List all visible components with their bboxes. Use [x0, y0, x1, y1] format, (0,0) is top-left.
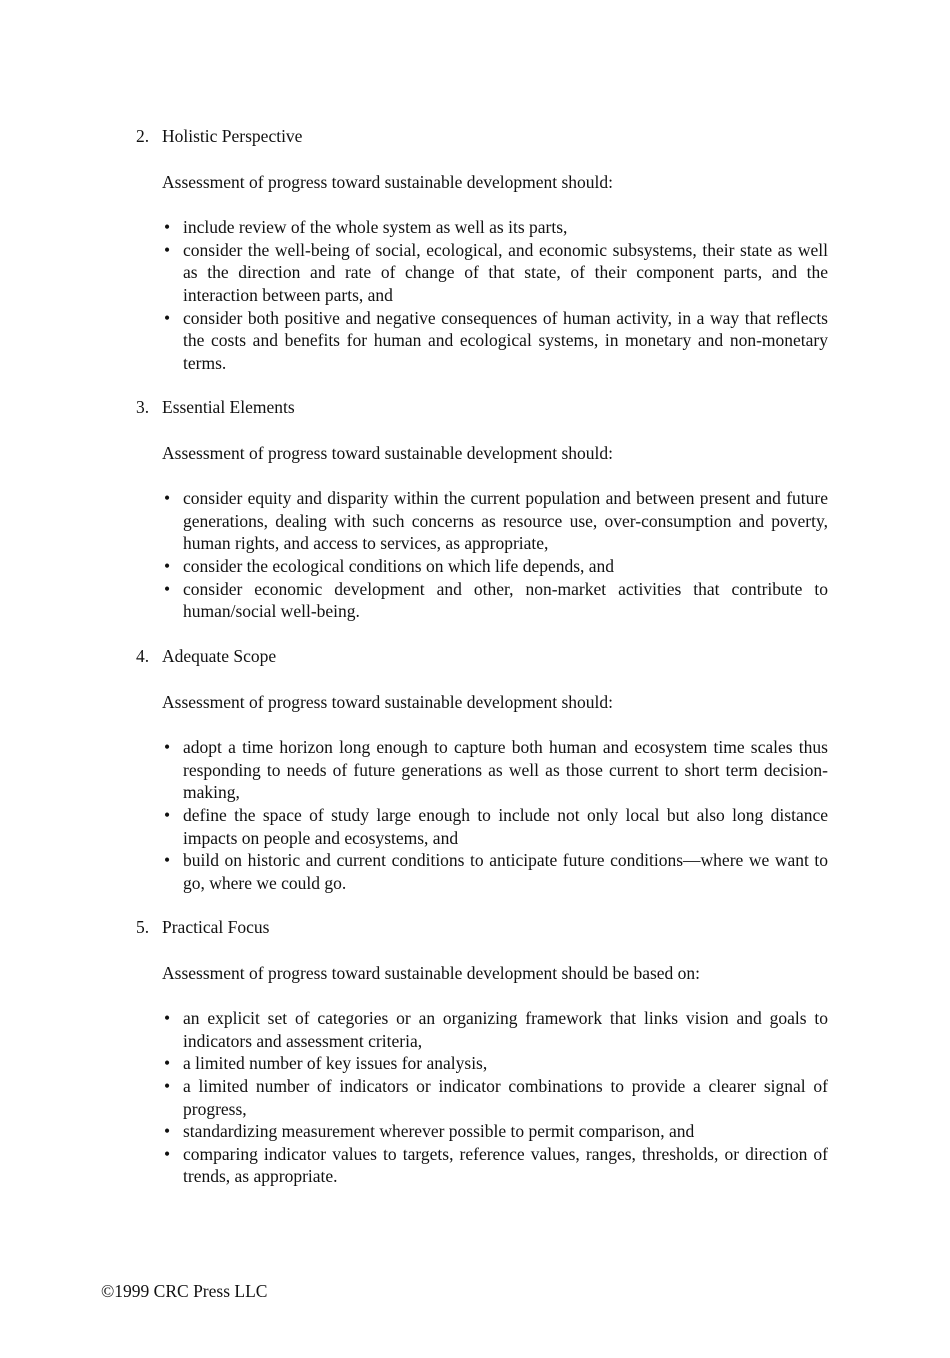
section-intro: Assessment of progress toward sustainable development should: [162, 691, 614, 712]
section-number: 2. [136, 126, 150, 146]
bullet-list [162, 216, 828, 374]
section-intro: Assessment of progress toward sustainable development should be based on: [162, 962, 701, 983]
section-heading [136, 645, 828, 668]
bullet-item: • comparing indicator values to targets, reference values, ranges, thresholds, or direction of trends, as appropriate. [162, 1143, 828, 1188]
bullet-list [162, 487, 828, 623]
bullet-item: • include review of the whole system as well as its parts, [162, 216, 828, 239]
bullet-item: • consider the well-being of social, ecological, and economic subsystems, their state as well as the direction and rate of change of that state, of their component parts, and the interaction between parts, and [162, 239, 828, 307]
bullet-item: • define the space of study large enough to include not only local but also long distance impacts on people and ecosystems, and [162, 804, 828, 849]
bullet-item: • consider economic development and other, non-market activities that contribute to human/social well-being. [162, 578, 828, 623]
section-number: 4. [136, 646, 150, 666]
section-heading [136, 916, 828, 939]
section-number: 3. [136, 397, 150, 417]
bullet-item: • consider equity and disparity within the current population and between present and future generations, dealing with such concerns as resource use, over-consumption and poverty, human rights, and access to services, as appropriate, [162, 487, 828, 555]
bullet-list [162, 736, 828, 894]
bullet-list [162, 1007, 828, 1188]
copyright-footer: ©1999 CRC Press LLC [101, 1281, 268, 1301]
section-title: Adequate Scope [162, 646, 277, 666]
section-holistic-perspective [136, 125, 828, 374]
section-intro: Assessment of progress toward sustainable development should: [162, 442, 614, 463]
section-essential-elements [136, 396, 828, 623]
section-heading [136, 396, 828, 419]
section-title: Holistic Perspective [162, 126, 303, 146]
bullet-item: • standardizing measurement wherever possible to permit comparison, and [162, 1120, 828, 1143]
section-practical-focus [136, 916, 828, 1188]
bullet-item: • consider the ecological conditions on which life depends, and [162, 555, 828, 578]
bullet-item: • consider both positive and negative consequences of human activity, in a way that reflects the costs and benefits for human and ecological systems, in monetary and non-monetary terms. [162, 307, 828, 375]
section-heading [136, 125, 828, 148]
section-intro: Assessment of progress toward sustainable development should: [162, 171, 614, 192]
section-number: 5. [136, 917, 150, 937]
bullet-item: • build on historic and current conditions to anticipate future conditions—where we want to go, where we could go. [162, 849, 828, 894]
bullet-item: • an explicit set of categories or an organizing framework that links vision and goals to indicators and assessment criteria, [162, 1007, 828, 1052]
bullet-item: • a limited number of indicators or indicator combinations to provide a clearer signal of progress, [162, 1075, 828, 1120]
bullet-item: • a limited number of key issues for analysis, [162, 1052, 828, 1075]
bullet-item: • adopt a time horizon long enough to capture both human and ecosystem time scales thus responding to needs of future generations as well as those current to short term decision-making, [162, 736, 828, 804]
section-title: Essential Elements [162, 397, 295, 417]
section-adequate-scope [136, 645, 828, 894]
section-title: Practical Focus [162, 917, 270, 937]
